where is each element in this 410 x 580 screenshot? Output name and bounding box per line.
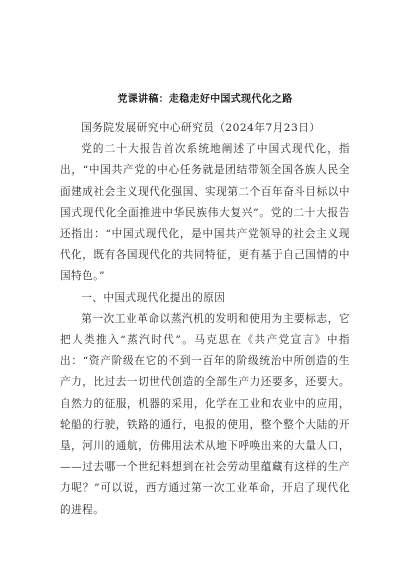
document-title: 党课讲稿：走稳走好中国式现代化之路: [117, 94, 293, 105]
document-body: [60, 118, 350, 521]
author-line: 国务院发展研究中心研究员（2024年7月23日）: [81, 122, 321, 134]
intro-paragraph: 党的二十大报告首次系统地阐述了中国式现代化，指出，“中国共产党的中心任务就是团结带领全国各族人民全面建成社会主义现代化强国、实现第二个百年奋斗目标以中国式现代化全面推进中华民族伟大复兴”。党的二十大报告还指出：“中国式现代化，是中国共产党领导的社会主义现代化，既有各国现代化的共同特征，更有基于自己国情的中国特色。”: [60, 143, 350, 283]
section-paragraph: 第一次工业革命以蒸汽机的发明和使用为主要标志，它把人类推入“蒸汽时代”。马克思在《共产党宣言》中指出：“资产阶级在它的不到一百年的阶级统治中所创造的生产力，比过去一切世代创造的全部生产力还要多，还要大。自然力的征服，机器的采用，化学在工业和农业中的应用，轮船的行驶，铁路的通行，电报的使用，整个整个大陆的开垦，河川的通航，仿佛用法术从地下呼唤出来的大量人口，——过去哪一个世纪料想到在社会劳动里蕴藏有这样的生产力呢？”可以说，西方通过第一次工业革命，开启了现代化的进程。: [60, 312, 350, 516]
section-heading: 一、中国式现代化提出的原因: [81, 291, 226, 304]
